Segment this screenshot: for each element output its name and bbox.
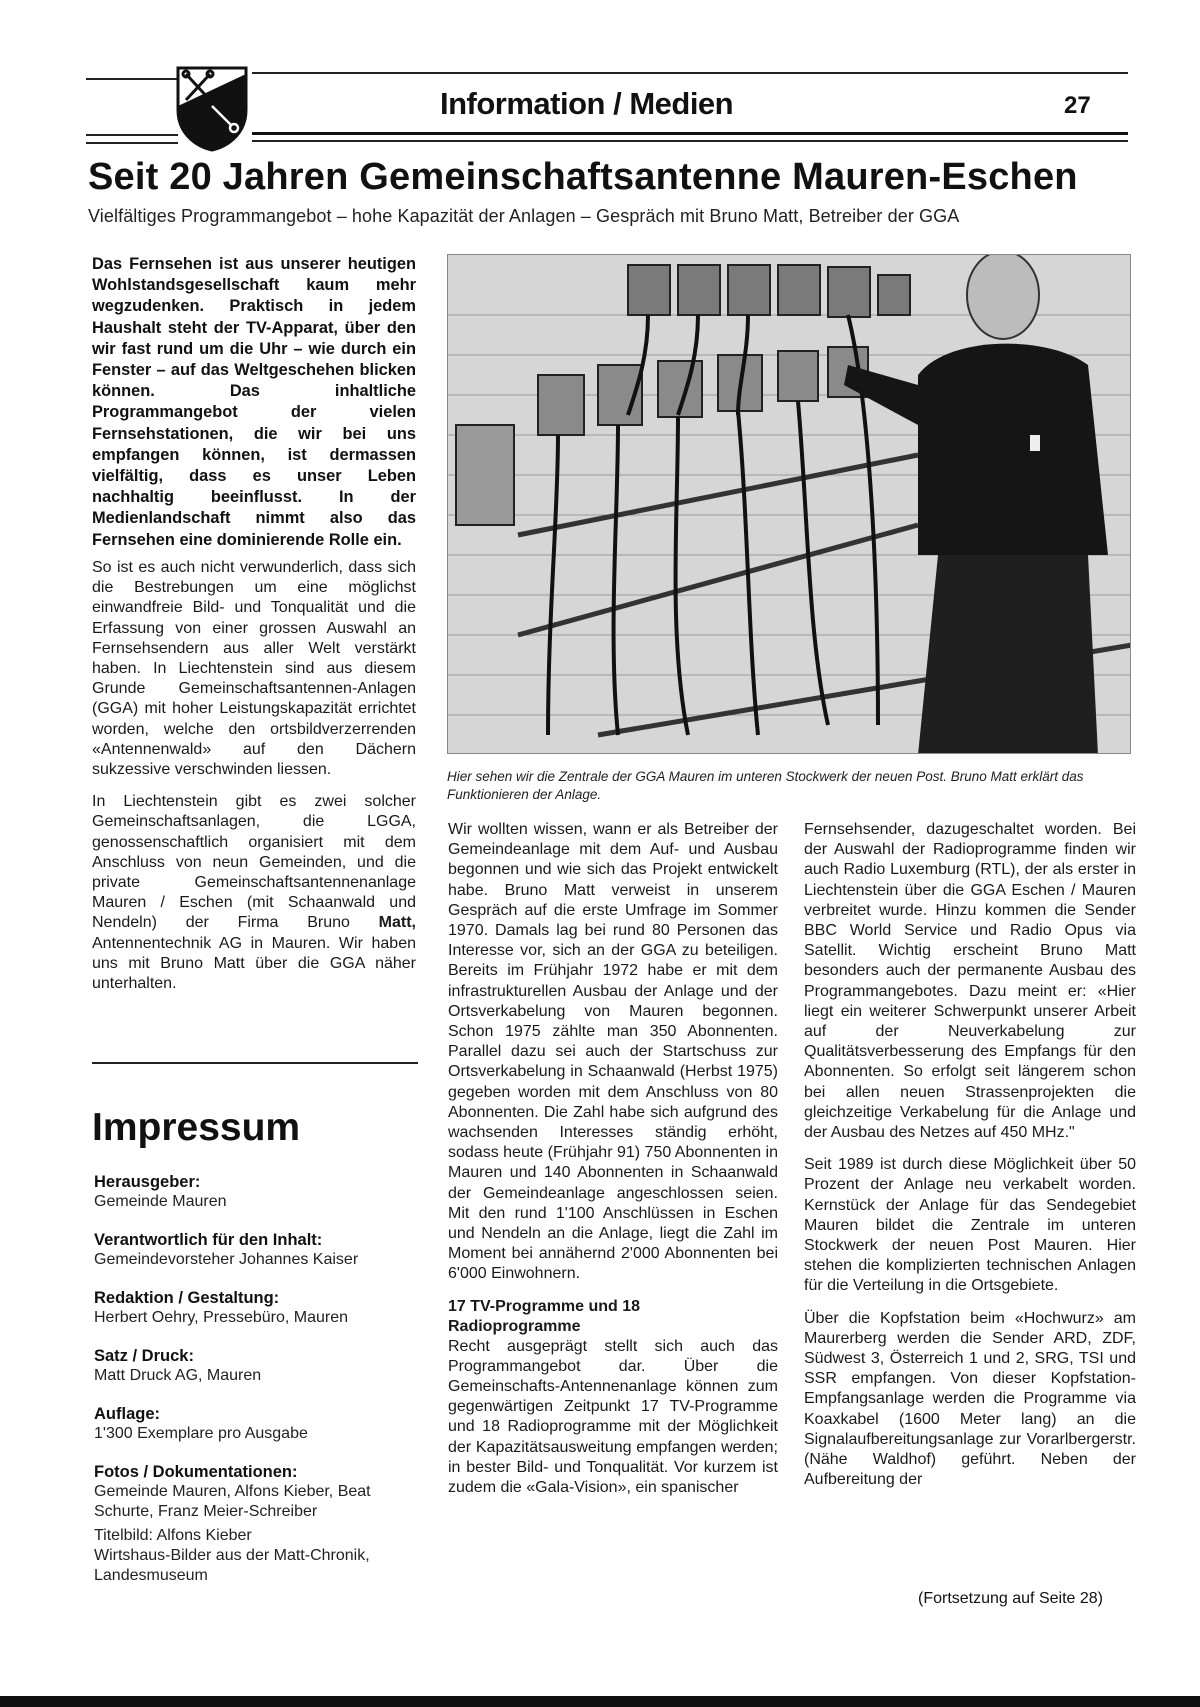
impressum-label: Auflage: [94, 1405, 160, 1423]
article-paragraph: Wir wollten wissen, wann er als Betreiber der Gemeindeanlage mit dem Auf- und Ausbau begonnen und wie sich das Projekt entwickelt habe. Bruno Matt verweist in unserem Gespräch auf die erste Umfrage im Sommer 1970. Damals lag bei rund 80 Personen das Interesse vor, sich an der GGA zu beteiligen. Bereits im Frühjahr 1972 habe er mit dem infrastrukturellen Ausbau der Anlage und der Ortsverkabelung von Mauren begonnen. Schon 1975 zählte man 350 Abonnenten. Parallel dazu sei auch der Startschuss zur Ortsverkabelung in Schaanwald (Herbst 1975) gegeben worden mit dem Anschluss von 80 Abonnenten. Die Zahl habe sich aufgrund des wachsenden Interesses ständig erhöht, sodass heute (Frühjahr 91) 750 Abonnenten in Mauren und 140 Abonnenten in Schaanwald der Gemeindeanlage angeschlossen seien. Mit den rund 1'100 Anschlüssen in Eschen und Nendeln an die Anlage, liegt die Zahl im Moment bei annähernd 2'000 Abonnenten bei 6'000 Einwohnern. [448, 821, 779, 1283]
impressum-label: Satz / Druck: [94, 1347, 194, 1365]
section-title: Information / Medien [440, 86, 734, 121]
impressum-value: Matt Druck AG, Mauren [94, 1367, 262, 1384]
paragraph-text: Antennentechnik AG in Mauren. Wir haben uns mit Bruno Matt über die GGA näher unterhalten. [92, 934, 416, 993]
article-subheadline: Vielfältiges Programmangebot – hohe Kapazität der Anlagen – Gespräch mit Bruno Matt, Betreiber der GGA [88, 206, 960, 226]
article-subhead: 17 TV-Programme und 18 Radioprogramme [448, 1297, 641, 1335]
impressum-value: Herbert Oehry, Pressebüro, Mauren [94, 1309, 349, 1326]
header-rule-mid-left [86, 134, 178, 136]
municipal-coat-of-arms-icon [176, 66, 248, 152]
header-rule-top-left [86, 78, 178, 80]
article-column-2 [448, 820, 778, 1510]
article-lead: Das Fernsehen ist aus unserer heutigen Wohlstandsgesellschaft kaum mehr wegzudenken. Praktisch in jedem Haushalt steht der TV-Apparat, über den wir fast rund um die Uhr – wie durch ein Fenster – auf das Weltgeschehen blicken können. Das inhaltliche Programmangebot der vielen Fernsehstationen, die wir bei uns empfangen können, ist dermassen vielfältig, dass es unser Leben nachhaltig beeinflusst. In der Medienlandschaft nimmt also das Fernsehen eine dominierende Rolle ein. [92, 255, 416, 549]
header-rule-top-right [252, 72, 1128, 74]
page-number: 27 [1064, 92, 1091, 119]
continuation-note: (Fortsetzung auf Seite 28) [918, 1590, 1103, 1607]
article-column-3 [804, 820, 1136, 1503]
article-paragraph: So ist es auch nicht verwunderlich, dass sich die Bestrebungen um eine möglichst einwandfreie Bild- und Tonqualität und die Erfassung von einer grossen Auswahl an Fernsehsendern aus aller Welt verstärkt haben. In Liechtenstein sind aus diesem Grunde Gemeinschaftsantennen-Anlagen (GGA) mit hoher Leistungskapazität errichtet worden, welche den ortsbildverzerrenden «Antennenwald» auf den Dächern sukzessive verschwinden liessen. [92, 559, 416, 779]
article-headline: Seit 20 Jahren Gemeinschaftsantenne Mauren-Eschen [88, 156, 1078, 198]
article-photo [447, 254, 1131, 754]
header-rule-bottom-left [86, 142, 178, 144]
impressum-value: Wirtshaus-Bilder aus der Matt-Chronik, Landesmuseum [94, 1547, 370, 1584]
impressum-title: Impressum [92, 1106, 301, 1149]
impressum-label: Redaktion / Gestaltung: [94, 1289, 280, 1307]
header-rule-bottom-right [252, 140, 1128, 142]
impressum-value: Gemeinde Mauren [94, 1193, 227, 1210]
impressum-value: Gemeindevorsteher Johannes Kaiser [94, 1251, 359, 1268]
impressum-value: Titelbild: Alfons Kieber [94, 1527, 252, 1544]
page-bottom-edge [0, 1696, 1200, 1707]
article-column-1 [92, 558, 416, 1006]
name-highlight: Matt, [378, 914, 416, 932]
impressum-value: Gemeinde Mauren, Alfons Kieber, Beat Schurte, Franz Meier-Schreiber [94, 1483, 371, 1520]
header-rule-mid-right [252, 132, 1128, 135]
impressum-value: 1'300 Exemplare pro Ausgabe [94, 1425, 308, 1442]
impressum-divider [92, 1062, 418, 1064]
article-paragraph: Fernsehsender, dazugeschaltet worden. Bei der Auswahl der Radioprogramme finden wir auch Radio Luxemburg (RTL), der als erster in Liechtenstein über die GGA Eschen / Mauren verbreitet wurde. Hinzu kommen die Sender BBC World Service und Radio Opus via Satellit. Wichtig erscheint Bruno Matt besonders auch der permanente Ausbau des Programmangebotes. Dazu meint er: «Hier liegt ein weiterer Schwerpunkt unserer Arbeit auf der Neuverkabelung zur Qualitätsverbesserung des Empfangs für den Abonnenten. So erfolgt seit längerem schon bei allen neuen Strassenprojekten die gleichzeitige Verkabelung für die Anlage und der Ausbau des Netzes auf 450 MHz." [804, 821, 1136, 1142]
impressum-label: Herausgeber: [94, 1173, 201, 1191]
article-paragraph [92, 792, 416, 994]
article-paragraph: Seit 1989 ist durch diese Möglichkeit über 50 Prozent der Anlage neu verkabelt worden. Kernstück der Anlage für das Sendegebiet Mauren bildet die Zentrale im unteren Stockwerk der neuen Post Mauren. Hier stehen die komplizierten technischen Anlagen für die Verteilung in die Ortsgebiete. [804, 1156, 1136, 1295]
impressum-block [94, 1172, 424, 1586]
impressum-label: Verantwortlich für den Inhalt: [94, 1231, 323, 1249]
article-paragraph: Recht ausgeprägt stellt sich auch das Programmangebot dar. Über die Gemeinschafts-Antennenanlage können zum gegenwärtigen Zeitpunkt 17 TV-Programme und 18 Radioprogramme mit der Möglichkeit der Kapazitätsausweitung empfangen werden; in bester Bild- und Tonqualität. Vor kurzem ist zudem die «Gala-Vision», ein spanischer [448, 1337, 778, 1497]
photo-caption: Hier sehen wir die Zentrale der GGA Mauren im unteren Stockwerk der neuen Post. Bruno Matt erklärt das Funktionieren der Anlage. [447, 769, 1084, 802]
impressum-label: Fotos / Dokumentationen: [94, 1463, 298, 1481]
paragraph-text: In Liechtenstein gibt es zwei solcher Gemeinschaftsanlagen, die LGGA, genossenschaftlich organisiert mit dem Anschluss von neun Gemeinden, und die private Gemeinschaftsantennenanlage Mauren / Eschen (mit Schaanwald und Nendeln) der Firma Bruno [92, 793, 416, 932]
article-paragraph: Über die Kopfstation beim «Hochwurz» am Maurerberg werden die Sender ARD, ZDF, Südwest 3, Österreich 1 und 2, SRG, TSI und SSR empfangen. Von dieser Kopfstation-Empfangsanlage werden die Programme via Koaxkabel (1600 Meter lang) an die Signalaufbereitungsanlage zur Vorarlbergerstr. (Nähe Waldhof) geführt. Neben der Aufbereitung der [804, 1309, 1136, 1489]
photo-illustration [448, 255, 1131, 754]
